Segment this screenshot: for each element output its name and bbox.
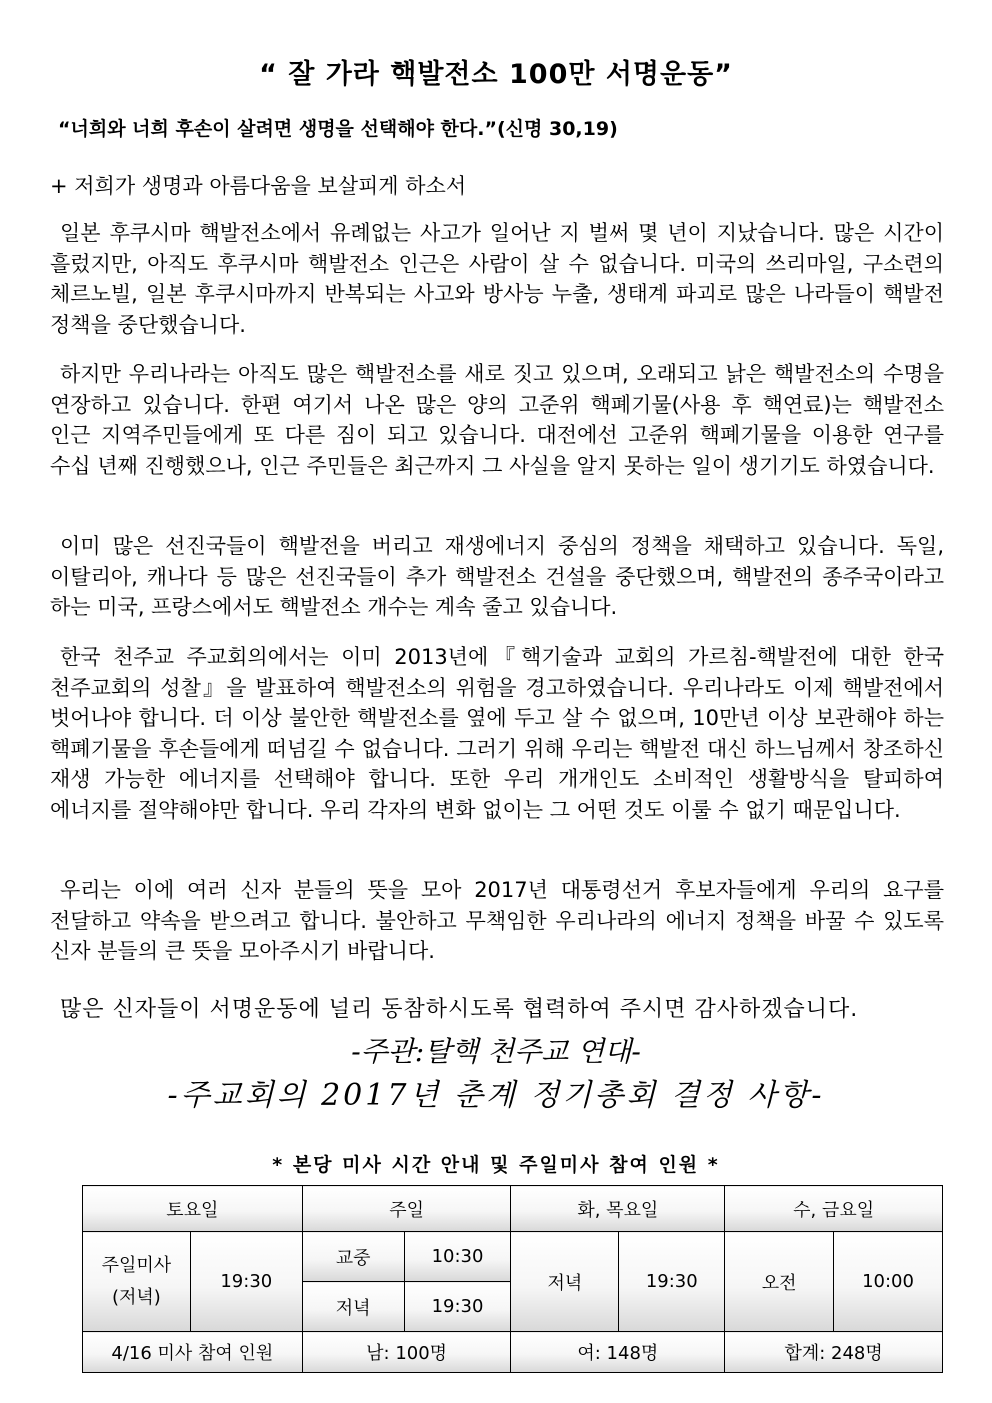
tue-thu-mass-label: 저녁 <box>511 1232 619 1332</box>
attendance-female: 여: 148명 <box>511 1332 725 1373</box>
header-tue-thu: 화, 목요일 <box>511 1186 725 1232</box>
body-paragraph: 하지만 우리나라는 아직도 많은 핵발전소를 새로 짓고 있으며, 오래되고 낡은 핵발전소의 수명을 연장하고 있습니다. 한편 여기서 나온 많은 양의 고준위 핵폐기물(사용 후 핵연료)는 핵발전소 인근 지역주민들에게 또 다른 짐이 되고 있습니다. 대전에선 고준위 핵폐기물을 이용한 연구를 수십 년째 진행했으나, 인근 주민들은 최근까지 그 사실을 알지 못하는 일이 생기기도 하였습니다. <box>50 362 944 478</box>
decision-note: -주교회의 2017년 춘계 정기총회 결정 사항- <box>167 1078 825 1113</box>
body-paragraph: 일본 후쿠시마 핵발전소에서 유례없는 사고가 일어난 지 벌써 몇 년이 지났습니다. 많은 시간이 흘렀지만, 아직도 후쿠시마 핵발전소 인근은 사람이 살 수 없습니다. 미국의 쓰리마일, 구소련의 체르노빌, 일본 후쿠시마까지 반복되는 사고와 방사능 누출, 생태계 파괴로 많은 나라들이 핵발전 정책을 중단했습니다. <box>50 221 944 337</box>
sunday-mass-label: 저녁 <box>302 1282 404 1332</box>
wed-fri-mass-time: 10:00 <box>834 1232 943 1332</box>
header-saturday: 토요일 <box>83 1186 303 1232</box>
sunday-mass-label: 교중 <box>302 1232 404 1282</box>
mass-schedule-table <box>82 1185 943 1373</box>
table-row <box>83 1232 943 1282</box>
organizer-signature: -주관:탈핵 천주교 연대- <box>351 1035 641 1068</box>
attendance-male: 남: 100명 <box>302 1332 511 1373</box>
schedule-title: * 본당 미사 시간 안내 및 주일미사 참여 인원 * <box>272 1154 720 1176</box>
scripture-quote: “너희와 너희 후손이 살려면 생명을 선택해야 한다.”(신명 30,19) <box>58 118 618 140</box>
body-paragraph: 이미 많은 선진국들이 핵발전을 버리고 재생에너지 중심의 정책을 채택하고 있습니다. 독일, 이탈리아, 캐나다 등 많은 선진국들이 추가 핵발전소 건설을 중단했으며, 핵발전의 종주국이라고 하는 미국, 프랑스에서도 핵발전소 개수는 계속 줄고 있습니다. <box>50 534 944 619</box>
saturday-mass-time: 19:30 <box>190 1232 302 1332</box>
attendance-row <box>83 1332 943 1373</box>
table-header-row <box>83 1186 943 1232</box>
sunday-mass-time: 10:30 <box>404 1232 511 1282</box>
attendance-label: 4/16 미사 참여 인원 <box>83 1332 303 1373</box>
body-paragraph: 우리는 이에 여러 신자 분들의 뜻을 모아 2017년 대통령선거 후보자들에게 우리의 요구를 전달하고 약속을 받으려고 합니다. 불안하고 무책임한 우리나라의 에너지 정책을 바꿀 수 있도록 신자 분들의 큰 뜻을 모아주시기 바랍니다. <box>50 878 944 963</box>
header-sunday: 주일 <box>302 1186 511 1232</box>
page-title: “ 잘 가라 핵발전소 100만 서명운동” <box>259 59 733 90</box>
header-wed-fri: 수, 금요일 <box>725 1186 943 1232</box>
closing-request: 많은 신자들이 서명운동에 널리 동참하시도록 협력하여 주시면 감사하겠습니다. <box>60 997 859 1022</box>
tue-thu-mass-time: 19:30 <box>619 1232 725 1332</box>
saturday-mass-label: 주일미사 (저녁) <box>83 1232 191 1332</box>
wed-fri-mass-label: 오전 <box>725 1232 834 1332</box>
prayer-line: + 저희가 생명과 아름다움을 보살피게 하소서 <box>50 174 467 198</box>
sunday-mass-time: 19:30 <box>404 1282 511 1332</box>
body-paragraph: 한국 천주교 주교회의에서는 이미 2013년에『핵기술과 교회의 가르침-핵발전에 대한 한국 천주교회의 성찰』을 발표하여 핵발전소의 위험을 경고하였습니다. 우리나라도 이제 핵발전에서 벗어나야 합니다. 더 이상 불안한 핵발전소를 옆에 두고 살 수 없으며, 10만년 이상 보관해야 하는 핵폐기물을 후손들에게 떠넘길 수 없습니다. 그러기 위해 우리는 핵발전 대신 하느님께서 창조하신 재생 가능한 에너지를 선택해야 합니다. 또한 우리 개개인도 소비적인 생활방식을 탈피하여 에너지를 절약해야만 합니다. 우리 각자의 변화 없이는 그 어떤 것도 이룰 수 없기 때문입니다. <box>50 645 944 822</box>
attendance-total: 합계: 248명 <box>725 1332 943 1373</box>
